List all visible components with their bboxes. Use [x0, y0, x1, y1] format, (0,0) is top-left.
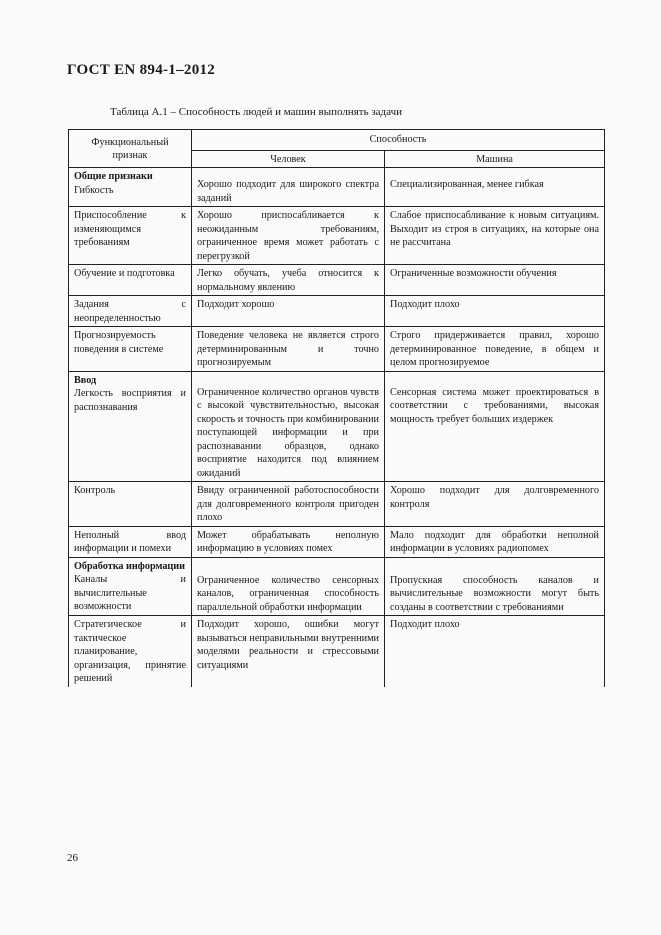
table-row	[69, 616, 605, 688]
feature-cell: Обучение и подготовка	[69, 265, 192, 296]
page-number: 26	[67, 852, 78, 864]
machine-cell: Строго придерживается правил, хорошо детерминированное поведение, в общем и целом прогнозируемое	[385, 327, 605, 372]
machine-text: Специализированная, менее гибкая	[390, 179, 544, 190]
human-cell: Хорошо приспосабливается к неожиданным требованиям, ограниченное время может работать с перегрузкой	[192, 207, 385, 265]
header-machine: Машина	[385, 150, 605, 168]
document-title: ГОСТ EN 894-1–2012	[67, 62, 216, 78]
feature-cell: Прогнозируемость поведения в системе	[69, 327, 192, 372]
section-heading: Ввод	[74, 374, 97, 386]
human-text: Ограниченное количество сенсорных каналов, ограниченная способность параллельной обработки информации	[197, 574, 379, 613]
human-cell	[192, 371, 385, 482]
header-ability: Способность	[192, 130, 605, 151]
feature-cell: Задания с неопределенностью	[69, 296, 192, 327]
machine-cell	[385, 168, 605, 207]
machine-cell: Ограниченные возможности обучения	[385, 265, 605, 296]
feature-cell: Неполный ввод информации и помехи	[69, 526, 192, 557]
feature-text: Каналы и вычислительные возможности	[74, 574, 186, 612]
feature-text: Гибкость	[74, 184, 114, 196]
feature-cell	[69, 371, 192, 482]
machine-text: Пропускная способность каналов и вычислительные возможности могут быть созданы в соответствии с требованиями	[390, 574, 600, 613]
feature-text: Легкость восприятия и распознавания	[74, 388, 186, 413]
feature-cell	[69, 557, 192, 616]
table-row	[69, 557, 605, 616]
feature-cell	[69, 168, 192, 207]
human-cell: Подходит хорошо	[192, 296, 385, 327]
machine-text: Сенсорная система может проектироваться в соответствии с требованиями, высокая мощность требует больших издержек	[390, 386, 600, 425]
feature-cell: Контроль	[69, 482, 192, 527]
human-cell: Поведение человека не является строго детерминированным и точно прогнозируемым	[192, 327, 385, 372]
machine-cell: Слабое приспосабливание к новым ситуациям. Выходит из строя в ситуациях, на которые она не рассчитана	[385, 207, 605, 265]
machine-cell	[385, 371, 605, 482]
human-cell: Подходит хорошо, ошибки могут вызываться неправильными внутренними моделями реальности и стрессовыми ситуациями	[192, 616, 385, 688]
table-row	[69, 327, 605, 372]
human-cell	[192, 557, 385, 616]
header-human: Человек	[192, 150, 385, 168]
feature-cell: Стратегическое и тактическое планирование, организация, принятие решений	[69, 616, 192, 688]
human-cell: Может обрабатывать неполную информацию в условиях помех	[192, 526, 385, 557]
table-row	[69, 296, 605, 327]
table-row	[69, 207, 605, 265]
table-row	[69, 168, 605, 207]
machine-cell: Подходит плохо	[385, 296, 605, 327]
section-heading: Общие признаки	[74, 171, 153, 182]
section-heading: Обработка информации	[74, 560, 186, 572]
feature-cell: Приспособление к изменяющимся требованиям	[69, 207, 192, 265]
machine-cell	[385, 557, 605, 616]
table-row	[69, 371, 605, 482]
table-row	[69, 265, 605, 296]
header-feature: Функциональный признак	[69, 130, 192, 168]
machine-cell: Мало подходит для обработки неполной информации в условиях радиопомех	[385, 526, 605, 557]
table-caption: Таблица А.1 – Способность людей и машин выполнять задачи	[110, 106, 403, 118]
table-row	[69, 482, 605, 527]
human-cell	[192, 168, 385, 207]
machine-cell: Подходит плохо	[385, 616, 605, 688]
table-row	[69, 526, 605, 557]
human-cell: Легко обучать, учеба относится к нормальному явлению	[192, 265, 385, 296]
human-text: Ограниченное количество органов чувств с высокой чувствительностью, высокая скорость и точность при комбинировании поступающей информации и при распознавании образцов, однако восприятие находится под влиянием ожиданий	[197, 386, 379, 479]
ability-table	[68, 129, 605, 687]
human-cell: Ввиду ограниченной работоспособности для долговременного контроля пригоден плохо	[192, 482, 385, 527]
human-text: Хорошо подходит для широкого спектра заданий	[197, 179, 379, 204]
machine-cell: Хорошо подходит для долговременного контроля	[385, 482, 605, 527]
table-header-row	[69, 130, 605, 151]
